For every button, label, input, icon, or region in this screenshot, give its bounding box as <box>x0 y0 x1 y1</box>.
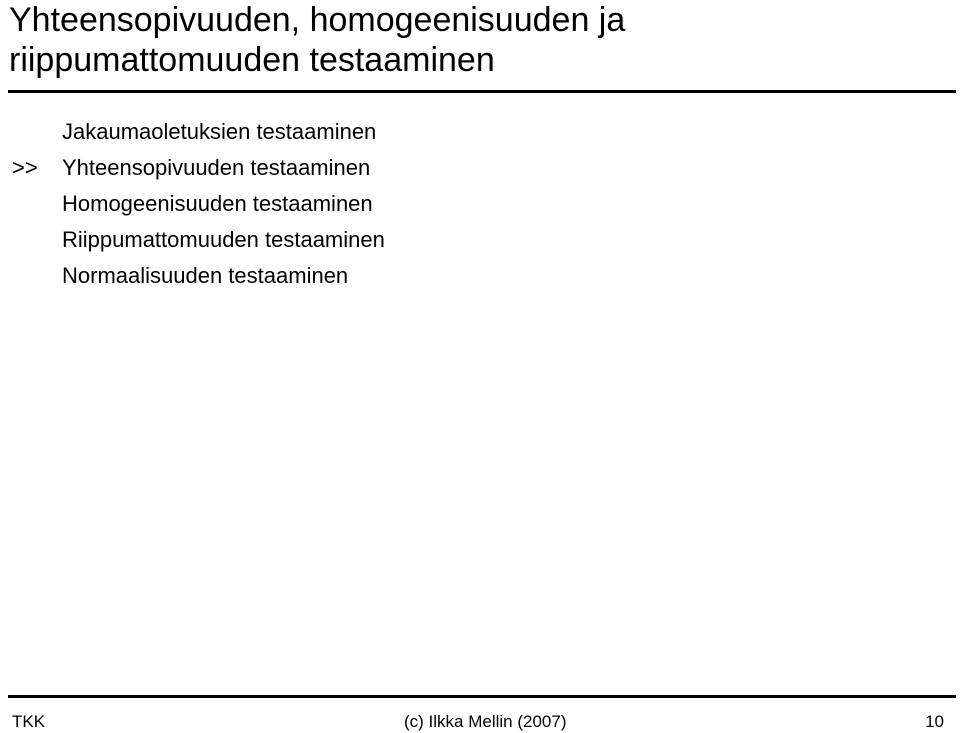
slide-title <box>9 0 625 80</box>
slide-title-line-1: Yhteensopivuuden, homogeenisuuden ja <box>9 1 626 39</box>
agenda-item <box>0 222 960 258</box>
page-number: 10 <box>925 712 944 731</box>
agenda-list <box>0 114 960 294</box>
agenda-item-label: Riippumattomuuden testaaminen <box>62 227 385 252</box>
agenda-item-label: Yhteensopivuuden testaaminen <box>62 155 371 180</box>
footer-divider <box>8 695 956 698</box>
footer-institution: TKK <box>12 712 46 731</box>
agenda-item <box>0 258 960 294</box>
current-item-marker: >> <box>12 155 38 180</box>
agenda-item-label: Normaalisuuden testaaminen <box>62 263 349 288</box>
agenda-item-label: Homogeenisuuden testaaminen <box>62 191 373 216</box>
agenda-item-current <box>0 150 960 186</box>
agenda-item-label: Jakaumaoletuksien testaaminen <box>62 119 377 144</box>
title-divider <box>8 90 956 93</box>
footer-copyright: (c) Ilkka Mellin (2007) <box>404 712 567 731</box>
agenda-item <box>0 114 960 150</box>
slide-title-line-2: riippumattomuuden testaaminen <box>9 41 495 79</box>
agenda-item <box>0 186 960 222</box>
